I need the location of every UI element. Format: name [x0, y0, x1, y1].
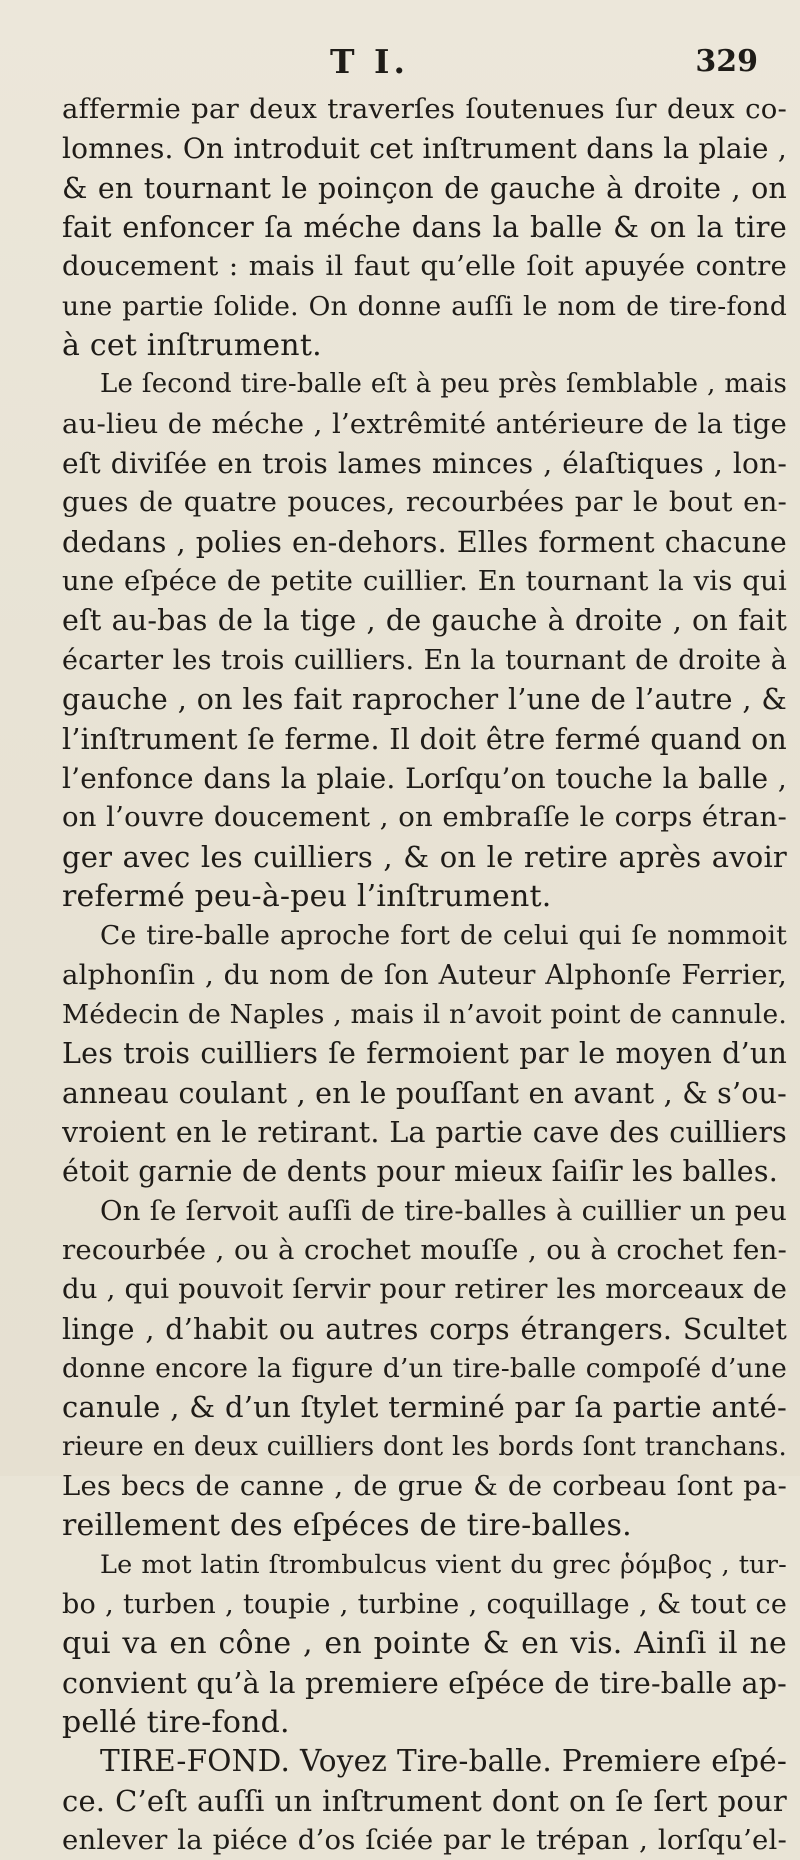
- text-line: ger avec les cuilliers , & on le retire après avoir: [62, 839, 787, 874]
- text-line: alphonſin , du nom de ſon Auteur Alphonſe Ferrier,: [62, 958, 787, 991]
- text-line: reillement des eſpéces de tire-balles.: [62, 1508, 632, 1544]
- paragraph-start-line: On ſe ſervoit auſſi de tire-balles à cuillier un peu: [100, 1194, 787, 1227]
- text-line: canule , & d’un ſtylet terminé par ſa partie anté-: [62, 1390, 787, 1425]
- text-line: anneau coulant , en le pouſſant en avant , & s’ou-: [62, 1076, 787, 1110]
- text-line: eſt diviſée en trois lames minces , élaſtiques , lon-: [62, 447, 787, 481]
- text-line: gauche , on les fait raprocher l’une de l’autre , &: [62, 683, 787, 717]
- page-header: [0, 42, 800, 82]
- text-line: linge , d’habit ou autres corps étrangers. Scultet: [62, 1312, 787, 1346]
- paragraph-start-line: Ce tire-balle aproche fort de celui qui ſe nommoit: [100, 920, 787, 952]
- body-text: [62, 90, 787, 1860]
- text-line: Médecin de Naples , mais il n’avoit point de cannule.: [62, 998, 787, 1030]
- text-line: eſt au-bas de la tige , de gauche à droite , on fait: [62, 604, 787, 638]
- text-line: qui va en cône , en pointe & en vis. Ainſi il ne: [62, 1626, 787, 1662]
- text-line: on l’ouvre doucement , on embraſſe le corps étran-: [62, 801, 787, 834]
- text-line: une partie ſolide. On donne auſſi le nom de tire-fond: [62, 290, 787, 322]
- running-head: T I.: [330, 42, 409, 81]
- text-line: refermé peu-à-peu l’inſtrument.: [62, 878, 552, 914]
- text-line: donne encore la figure d’un tire-balle compoſé d’une: [62, 1353, 787, 1384]
- text-line: au-lieu de méche , l’extrêmité antérieure de la tige: [62, 407, 787, 440]
- text-line: doucement : mais il faut qu’elle ſoit apuyée contre: [62, 250, 787, 283]
- text-line: Les trois cuilliers ſe fermoient par le moyen d’un: [62, 1037, 787, 1071]
- text-line: rieure en deux cuilliers dont les bords ſont tranchans.: [62, 1431, 787, 1462]
- text-line: fait enfoncer ſa méche dans la balle & on la tire: [62, 210, 787, 245]
- text-line: vroient en le retirant. La partie cave des cuilliers: [62, 1115, 787, 1149]
- paragraph-start-line: TIRE-FOND. Voyez Tire-balle. Premiere eſpé-: [100, 1744, 787, 1779]
- text-line: étoit garnie de dents pour mieux ſaiſir les balles.: [62, 1155, 778, 1189]
- text-line: convient qu’à la premiere eſpéce de tire-balle ap-: [62, 1666, 787, 1700]
- text-line: à cet inſtrument.: [62, 328, 322, 364]
- text-line: dedans , polies en-dehors. Elles forment chacune: [62, 525, 787, 559]
- text-line: & en tournant le poinçon de gauche à droite , on: [62, 171, 787, 205]
- text-line: du , qui pouvoit ſervir pour retirer les morceaux de: [62, 1273, 787, 1306]
- text-line: gues de quatre pouces, recourbées par le bout en-: [62, 486, 787, 519]
- text-line: lomnes. On introduit cet inſtrument dans la plaie ,: [62, 132, 787, 166]
- paragraph-start-line: Le mot latin ſtrombulcus vient du grec ῥόμβος , tur-: [100, 1549, 787, 1580]
- text-line: une eſpéce de petite cuillier. En tournant la vis qui: [62, 565, 787, 598]
- text-line: recourbée , ou à crochet mouſſe , ou à crochet fen-: [62, 1233, 787, 1266]
- text-line: enlever la piéce d’os ſciée par le trépan , lorſqu’el-: [62, 1824, 787, 1857]
- text-line: ce. C’eſt auſſi un inſtrument dont on ſe ſert pour: [62, 1783, 787, 1818]
- text-line: l’inſtrument ſe ferme. Il doit être fermé quand on: [62, 722, 787, 756]
- text-line: pellé tire-fond.: [62, 1705, 290, 1741]
- text-line: bo , turben , toupie , turbine , coquillage , & tout ce: [62, 1589, 787, 1621]
- text-line: affermie par deux traverſes ſoutenues ſur deux co-: [62, 93, 787, 125]
- text-line: Les becs de canne , de grue & de corbeau ſont pa-: [62, 1470, 787, 1503]
- text-line: écarter les trois cuilliers. En la tournant de droite à: [62, 644, 787, 676]
- paragraph-start-line: Le ſecond tire-balle eſt à peu près ſemblable , mais: [100, 369, 787, 400]
- page-number: 329: [695, 44, 758, 79]
- text-line: l’enfonce dans la plaie. Lorſqu’on touche la balle ,: [62, 761, 787, 795]
